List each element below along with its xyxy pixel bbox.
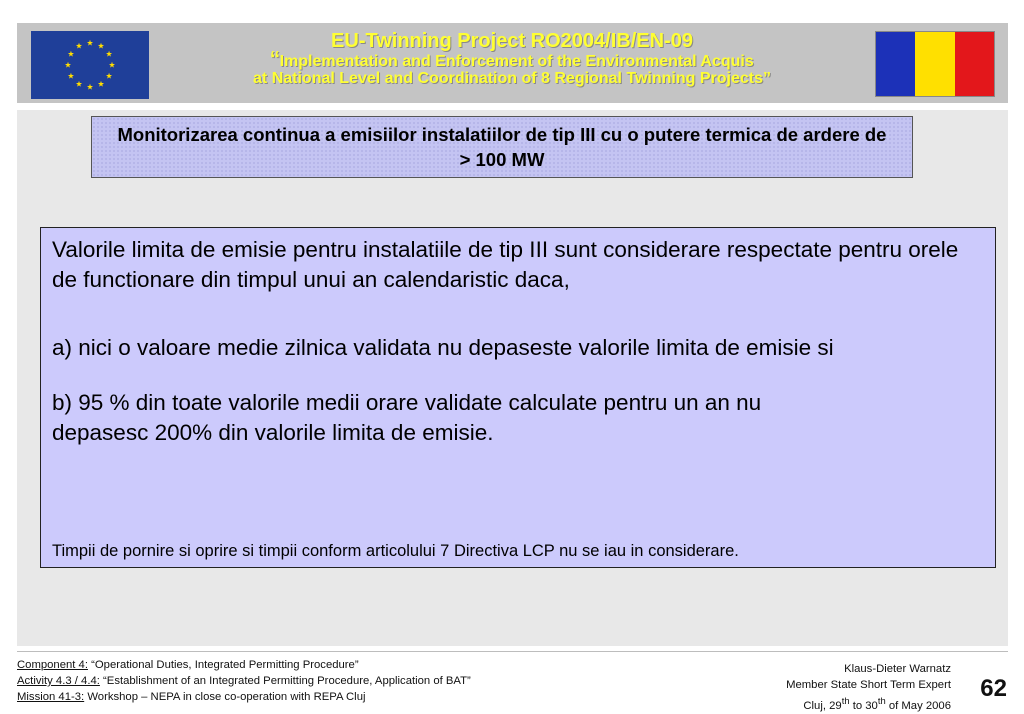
note-text: Timpii de pornire si oprire si timpii conform articolului 7 Directiva LCP nu se iau in considerare. xyxy=(52,542,739,560)
eu-star-icon xyxy=(87,84,93,90)
footer-activity-label: Activity 4.3 / 4.4: xyxy=(17,675,100,687)
eu-star-icon xyxy=(98,43,104,49)
footer-right xyxy=(786,661,951,714)
footer-mission xyxy=(17,689,471,705)
footer-component-label: Component 4: xyxy=(17,659,88,671)
header-subtitle-line xyxy=(162,45,862,76)
header-band xyxy=(17,23,1008,103)
header-project-line: EU-Twinning Project RO2004/IB/EN-09 xyxy=(331,30,693,52)
eu-star-icon xyxy=(65,62,71,68)
header-title xyxy=(162,30,862,87)
footer-mission-text: Workshop – NEPA in close co-operation with REPA Cluj xyxy=(84,691,366,703)
header-subtitle-line2: at National Level and Coordination of 8 Regional Twinning Projects” xyxy=(253,70,771,87)
footer-location xyxy=(786,693,951,714)
list-item-b xyxy=(52,388,985,448)
footer-sup1: th xyxy=(841,695,850,706)
eu-star-icon xyxy=(76,81,82,87)
flag-stripe-red xyxy=(955,32,994,96)
eu-star-icon xyxy=(68,51,74,57)
flag-stripe-blue xyxy=(876,32,915,96)
eu-star-icon xyxy=(98,81,104,87)
slide-title: Monitorizarea continua a emisiilor instalatiilor de tip III cu o putere termica de ardere de > 100 MW xyxy=(117,124,887,170)
footer-location-prefix: Cluj, 29 xyxy=(803,699,842,712)
footer-author: Klaus-Dieter Warnatz xyxy=(844,663,951,675)
footer-location-mid: to 30 xyxy=(849,699,878,712)
footer-sup2: th xyxy=(877,695,886,706)
eu-star-icon xyxy=(106,73,112,79)
footer-divider xyxy=(17,651,1008,652)
footer-component-text: “Operational Duties, Integrated Permitting Procedure” xyxy=(87,659,359,671)
eu-star-icon xyxy=(87,40,93,46)
list-item-a: a) nici o valoare medie zilnica validata nu depaseste valorile limita de emisie si xyxy=(52,335,834,360)
romania-flag-icon xyxy=(875,31,995,97)
eu-flag-icon xyxy=(31,31,149,99)
footer-activity xyxy=(17,673,471,689)
footer-activity-text: “Establishment of an Integrated Permitting Procedure, Application of BAT” xyxy=(99,675,471,687)
footer-component xyxy=(17,657,471,673)
header-subtitle-text: Implementation and Enforcement of the Environmental Acquis xyxy=(279,53,754,70)
footer-location-suffix: of May 2006 xyxy=(885,699,951,712)
flag-stripe-yellow xyxy=(915,32,954,96)
eu-star-icon xyxy=(76,43,82,49)
eu-star-icon xyxy=(106,51,112,57)
page-number: 62 xyxy=(980,675,1007,702)
footer-left xyxy=(17,657,471,705)
main-text-box xyxy=(40,227,996,568)
list-item-b-line2: depasesc 200% din valorile limita de emisie. xyxy=(52,420,494,445)
slide-title-box xyxy=(91,116,913,178)
eu-star-icon xyxy=(68,73,74,79)
list-item-b-line1: b) 95 % din toate valorile medii orare validate calculate pentru un an nu xyxy=(52,390,762,415)
eu-star-icon xyxy=(109,62,115,68)
footer-mission-label: Mission 41-3: xyxy=(17,691,85,703)
header-open-quote: “ xyxy=(270,45,280,76)
intro-paragraph: Valorile limita de emisie pentru instalatiile de tip III sunt considerare respectate pentru orele de functionare din timpul unui an calendaristic daca, xyxy=(52,237,959,292)
footer-role: Member State Short Term Expert xyxy=(786,679,951,691)
